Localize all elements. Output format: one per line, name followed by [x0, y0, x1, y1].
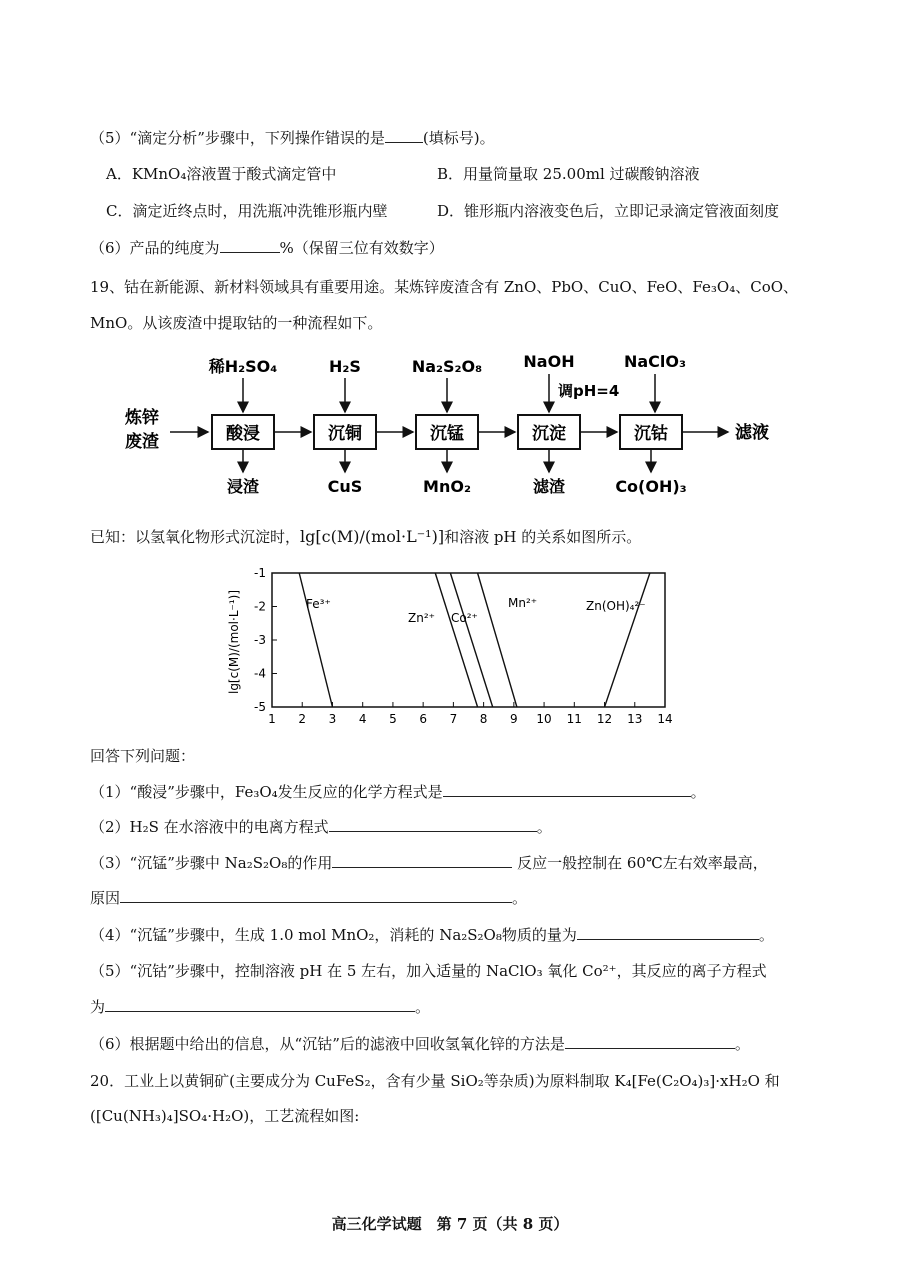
x-tick-label: 5 [389, 712, 397, 726]
q19-3-end: 。 [512, 889, 528, 907]
flow-output-2: CuS [327, 477, 363, 496]
flow-input-5: NaClO₃ [623, 352, 687, 371]
series-line-0 [299, 573, 332, 707]
q19-intro-1: 19、钴在新能源、新材料领域具有重要用途。某炼锌废渣含有 ZnO、PbO、CuO、FeO、Fe₃O₄、CoO、 [90, 278, 799, 296]
q19-5-blank[interactable] [105, 997, 415, 1012]
x-tick-label: 4 [358, 712, 367, 726]
x-tick-label: 1 [268, 712, 276, 726]
series-label-zn-oh: Zn(OH)₄²⁻ [586, 599, 646, 613]
process-flow-diagram [0, 340, 900, 510]
x-tick-label: 8 [479, 712, 488, 726]
flow-output-1: 浸渣 [226, 477, 260, 496]
q19-answer-intro: 回答下列问题： [90, 747, 196, 765]
option-a: A．KMnO₄溶液置于酸式滴定管中 [106, 165, 337, 183]
q19-1-line [90, 782, 706, 802]
q19-intro-2: MnO。从该废渣中提取钴的一种流程如下。 [90, 314, 383, 332]
q19-known-formula: lg[c(M)/(mol·L⁻¹)] [300, 527, 445, 546]
option-c: C．滴定近终点时，用洗瓶冲洗锥形瓶内壁 [106, 202, 388, 220]
q19-6-blank[interactable] [565, 1034, 735, 1049]
x-tick-label: 2 [298, 712, 307, 726]
y-tick-label: -3 [254, 633, 266, 647]
q18-6-prefix: （6）产品的纯度为 [90, 239, 220, 257]
q19-5-end: 。 [415, 998, 431, 1016]
flow-output-4: 滤渣 [532, 477, 566, 496]
q18-5-prefix: （5）“滴定分析”步骤中，下列操作错误的是 [90, 129, 385, 147]
q19-1-end: 。 [690, 783, 706, 801]
q19-known-line [90, 527, 641, 547]
x-tick-label: 9 [510, 712, 518, 726]
flow-step-5: 沉钴 [634, 424, 668, 444]
x-tick-label: 12 [596, 712, 613, 726]
x-tick-label: 3 [328, 712, 337, 726]
flow-end: 滤液 [735, 423, 769, 443]
q20-line1: 20．工业上以黄铜矿(主要成分为 CuFeS₂，含有少量 SiO₂等杂质)为原料制取 K₄[Fe(C₂O₄)₃]·xH₂O 和 [90, 1072, 780, 1090]
flow-input-3: Na₂S₂O₈ [411, 357, 483, 376]
y-tick-label: -4 [254, 666, 266, 681]
flow-step-1: 酸浸 [226, 424, 260, 444]
x-tick-label: 10 [536, 712, 552, 726]
q19-known-suffix: 和溶液 pH 的关系如图所示。 [444, 528, 642, 546]
q19-2-blank[interactable] [329, 817, 537, 832]
q19-6-end: 。 [734, 1035, 750, 1053]
q19-1-blank[interactable] [443, 782, 691, 797]
q19-2-end: 。 [536, 818, 552, 836]
q19-2-prefix: （2）H₂S 在水溶液中的电离方程式 [90, 818, 329, 836]
flow-step-4: 沉淀 [532, 424, 566, 444]
chart-ylabel: lg[c(M)/(mol·L⁻¹)] [227, 589, 241, 695]
flow-start-line1: 炼锌 [125, 408, 159, 428]
q19-3-line2 [90, 888, 527, 908]
q19-4-prefix: （4）“沉锰”步骤中，生成 1.0 mol MnO₂，消耗的 Na₂S₂O₈物质的量为 [90, 926, 577, 944]
flow-start-line2: 废渣 [125, 432, 159, 452]
q18-5-blank[interactable] [385, 128, 423, 143]
flow-step-2: 沉铜 [328, 424, 362, 444]
q19-1-prefix: （1）“酸浸”步骤中，Fe₃O₄发生反应的化学方程式是 [90, 783, 443, 801]
x-tick-label: 13 [627, 712, 643, 726]
x-tick-label: 14 [657, 712, 673, 726]
option-d: D．锥形瓶内溶液变色后，立即记录滴定管液面刻度 [437, 202, 780, 220]
x-tick-label: 11 [566, 712, 582, 726]
q18-5-line [90, 128, 495, 148]
q19-3-line [90, 853, 768, 873]
y-tick-label: -1 [254, 566, 266, 580]
flow-input-1: 稀H₂SO₄ [208, 357, 278, 376]
series-label-zn: Zn²⁺ [408, 611, 435, 625]
q18-5-suffix: (填标号)。 [422, 129, 495, 147]
q18-6-suffix: %（保留三位有效数字） [279, 239, 444, 257]
flow-output-3: MnO₂ [423, 477, 471, 496]
ph-chart [220, 560, 690, 735]
option-b: B．用量筒量取 25.00ml 过碳酸钠溶液 [437, 165, 700, 183]
page-footer: 高三化学试题 第 7 页（共 8 页） [331, 1215, 569, 1233]
y-tick-label: -5 [254, 700, 266, 714]
q18-6-blank[interactable] [220, 238, 280, 253]
q19-3-line2-label: 原因 [90, 889, 121, 907]
x-tick-label: 6 [419, 712, 427, 726]
q19-3-middle: 反应一般控制在 60℃左右效率最高， [517, 854, 768, 872]
series-label-mn: Mn²⁺ [508, 596, 538, 610]
q19-2-line [90, 817, 552, 837]
flow-input-4: NaOH [523, 352, 575, 371]
q19-5-line1: （5）“沉钴”步骤中，控制溶液 pH 在 5 左右，加入适量的 NaClO₃ 氧化 Co²⁺，其反应的离子方程式 [90, 962, 767, 980]
flow-output-5: Co(OH)₃ [615, 477, 687, 496]
q19-6-line [90, 1034, 750, 1054]
flow-input-2: H₂S [329, 357, 361, 376]
x-tick-label: 7 [449, 712, 458, 726]
q19-4-line [90, 925, 774, 945]
y-tick-label: -2 [254, 599, 266, 614]
q19-5-line2-label: 为 [90, 998, 106, 1016]
series-label-co: Co²⁺ [451, 611, 478, 625]
flow-step-3: 沉锰 [430, 424, 464, 444]
flow-condition: 调pH=4 [558, 382, 620, 400]
q19-5-line2 [90, 997, 430, 1017]
series-label-fe: Fe³⁺ [306, 597, 331, 611]
q19-3-blank-1[interactable] [332, 853, 512, 868]
q19-3-blank-2[interactable] [120, 888, 512, 903]
q19-known-prefix: 已知：以氢氧化物形式沉淀时， [90, 528, 301, 546]
q19-3-prefix: （3）“沉锰”步骤中 Na₂S₂O₈的作用 [90, 854, 333, 872]
q19-4-blank[interactable] [577, 925, 759, 940]
chart-frame [272, 573, 665, 707]
q18-6-line [90, 238, 444, 258]
q20-line2: ([Cu(NH₃)₄]SO₄·H₂O)，工艺流程如图: [90, 1107, 360, 1125]
q19-6-prefix: （6）根据题中给出的信息，从“沉钴”后的滤液中回收氢氧化锌的方法是 [90, 1035, 565, 1053]
series-line-3 [478, 573, 517, 707]
series-line-4 [605, 573, 650, 707]
q19-4-end: 。 [758, 926, 774, 944]
